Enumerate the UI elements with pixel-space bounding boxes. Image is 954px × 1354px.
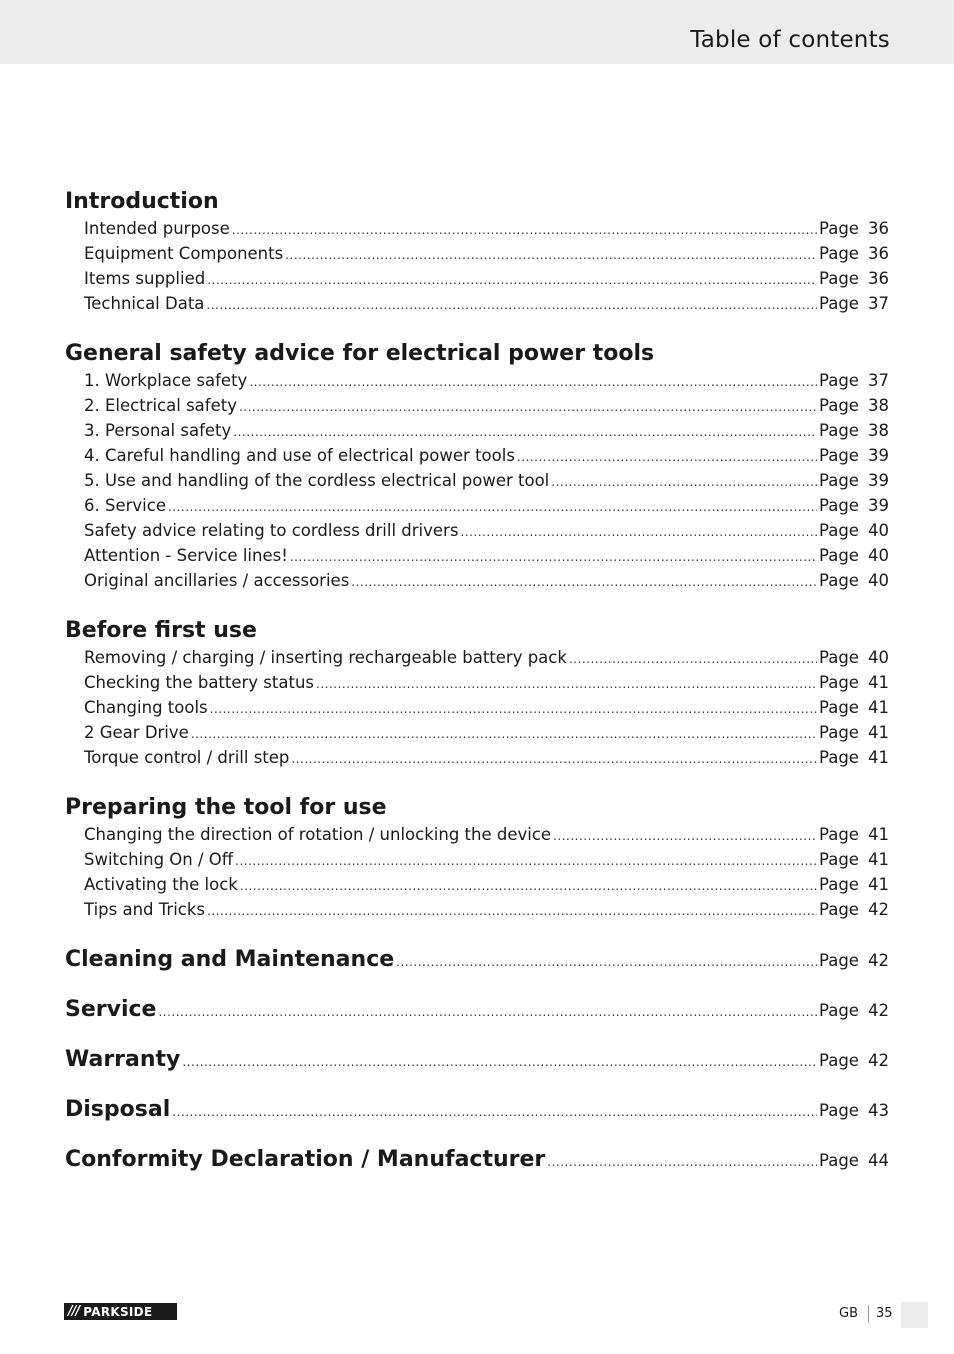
section-heading: Introduction <box>65 189 219 214</box>
entry-heading: Service <box>65 997 157 1022</box>
parkside-logo <box>64 1303 177 1320</box>
dot-leader <box>249 368 817 395</box>
footer-tab-marker <box>901 1302 928 1328</box>
entry-label: 4. Careful handling and use of electrical power tools <box>84 446 515 465</box>
toc-entry[interactable] <box>84 645 889 670</box>
toc-entry[interactable] <box>84 216 889 241</box>
entry-heading: Cleaning and Maintenance <box>65 947 395 972</box>
entry-page: Page 40 <box>819 648 889 667</box>
entry-page: Page 36 <box>819 244 889 263</box>
entry-page: Page 36 <box>819 269 889 288</box>
entry-page: Page 41 <box>819 723 889 742</box>
entry-page: Page 42 <box>819 1001 889 1020</box>
dot-leader <box>235 847 817 874</box>
toc-section-introduction <box>65 188 889 316</box>
toc-entry-service[interactable] <box>65 985 889 1035</box>
dot-leader <box>351 568 817 595</box>
entry-label: 5. Use and handling of the cordless electrical power tool <box>84 471 550 490</box>
entry-page: Page 38 <box>819 396 889 415</box>
toc-entry[interactable] <box>84 568 889 593</box>
dot-leader <box>182 1036 817 1087</box>
toc-entry[interactable] <box>84 493 889 518</box>
toc-entry[interactable] <box>84 720 889 745</box>
dot-leader <box>291 745 817 772</box>
entry-page: Page 40 <box>819 571 889 590</box>
entry-label: 2. Electrical safety <box>84 396 237 415</box>
dot-leader <box>210 695 817 722</box>
language-code: GB <box>839 1306 858 1321</box>
dot-leader <box>233 418 817 445</box>
toc-entry[interactable] <box>84 266 889 291</box>
entry-label: Changing the direction of rotation / unlocking the device <box>84 825 552 844</box>
toc-entry[interactable] <box>84 822 889 847</box>
entry-page: Page 36 <box>819 219 889 238</box>
dot-leader <box>569 645 817 672</box>
dot-leader <box>168 493 817 520</box>
entry-label: Equipment Components <box>84 244 284 263</box>
entry-heading: Warranty <box>65 1047 181 1072</box>
toc-entry[interactable] <box>84 847 889 872</box>
toc-entry[interactable] <box>84 418 889 443</box>
entry-label: 2 Gear Drive <box>84 723 189 742</box>
section-heading: General safety advice for electrical power tools <box>65 341 655 366</box>
entry-page: Page 37 <box>819 294 889 313</box>
toc-entry[interactable] <box>84 241 889 266</box>
toc-entry[interactable] <box>84 393 889 418</box>
toc-entry[interactable] <box>84 291 889 316</box>
dot-leader <box>553 822 817 849</box>
entry-label: Original ancillaries / accessories <box>84 571 350 590</box>
toc-entry[interactable] <box>84 897 889 922</box>
dot-leader <box>290 543 817 570</box>
entry-label: 1. Workplace safety <box>84 371 248 390</box>
toc-entry[interactable] <box>84 468 889 493</box>
entry-heading: Disposal <box>65 1097 171 1122</box>
entry-label: 6. Service <box>84 496 166 515</box>
entry-label: Torque control / drill step <box>84 748 290 767</box>
entry-label: Tips and Tricks <box>84 900 206 919</box>
entry-page: Page 42 <box>819 900 889 919</box>
toc-entry-disposal[interactable] <box>65 1085 889 1135</box>
table-of-contents <box>65 188 889 1185</box>
toc-entry[interactable] <box>84 670 889 695</box>
dot-leader <box>191 720 817 747</box>
entry-page: Page 41 <box>819 673 889 692</box>
entry-page: Page 39 <box>819 471 889 490</box>
toc-section-before-first-use <box>65 617 889 770</box>
entry-page: Page 44 <box>819 1151 889 1170</box>
entry-label: Intended purpose <box>84 219 230 238</box>
entry-page: Page 41 <box>819 850 889 869</box>
dot-leader <box>158 986 817 1037</box>
entry-page: Page 41 <box>819 825 889 844</box>
toc-section-safety <box>65 340 889 593</box>
entry-label: Items supplied <box>84 269 206 288</box>
toc-entry[interactable] <box>84 543 889 568</box>
entry-label: Switching On / Off <box>84 850 234 869</box>
entry-page: Page 37 <box>819 371 889 390</box>
entry-label: Attention - Service lines! <box>84 546 288 565</box>
dot-leader <box>232 216 817 243</box>
dot-leader <box>547 1136 817 1187</box>
entry-page: Page 41 <box>819 875 889 894</box>
section-heading: Preparing the tool for use <box>65 795 387 820</box>
dot-leader <box>285 241 817 268</box>
entry-page: Page 40 <box>819 521 889 540</box>
toc-entry[interactable] <box>84 443 889 468</box>
dot-leader <box>207 266 817 293</box>
dot-leader <box>551 468 817 495</box>
section-heading: Before first use <box>65 618 257 643</box>
entry-heading: Conformity Declaration / Manufacturer <box>65 1147 546 1172</box>
toc-entry-cleaning[interactable] <box>65 935 889 985</box>
toc-entry[interactable] <box>84 368 889 393</box>
entry-label: Changing tools <box>84 698 208 717</box>
dot-leader <box>460 518 817 545</box>
dot-leader <box>316 670 817 697</box>
dot-leader <box>207 897 817 924</box>
toc-section-preparing <box>65 794 889 922</box>
dot-leader <box>240 872 817 899</box>
entry-label: Technical Data <box>84 294 205 313</box>
logo-brand: PARKSIDE <box>83 1304 153 1319</box>
entry-page: Page 39 <box>819 446 889 465</box>
entry-label: Removing / charging / inserting rechargeable battery pack <box>84 648 567 667</box>
logo-slashes: /// <box>68 1304 80 1319</box>
entry-label: Activating the lock <box>84 875 238 894</box>
page-title: Table of contents <box>690 27 890 53</box>
toc-entry-conformity[interactable] <box>65 1135 889 1185</box>
entry-page: Page 42 <box>819 951 889 970</box>
dot-leader <box>396 936 817 987</box>
dot-leader <box>517 443 817 470</box>
entry-label: Safety advice relating to cordless drill drivers <box>84 521 459 540</box>
entry-label: Checking the battery status <box>84 673 315 692</box>
entry-page: Page 43 <box>819 1101 889 1120</box>
entry-page: Page 39 <box>819 496 889 515</box>
entry-page: Page 38 <box>819 421 889 440</box>
footer-divider <box>868 1305 869 1323</box>
dot-leader <box>172 1086 817 1137</box>
entry-page: Page 42 <box>819 1051 889 1070</box>
entry-page: Page 41 <box>819 698 889 717</box>
toc-entry[interactable] <box>84 872 889 897</box>
page-number: 35 <box>876 1306 893 1321</box>
toc-entry[interactable] <box>84 695 889 720</box>
dot-leader <box>239 393 817 420</box>
entry-page: Page 41 <box>819 748 889 767</box>
entry-page: Page 40 <box>819 546 889 565</box>
toc-entry[interactable] <box>84 745 889 770</box>
toc-entry[interactable] <box>84 518 889 543</box>
entry-label: 3. Personal safety <box>84 421 232 440</box>
toc-entry-warranty[interactable] <box>65 1035 889 1085</box>
dot-leader <box>206 291 817 318</box>
